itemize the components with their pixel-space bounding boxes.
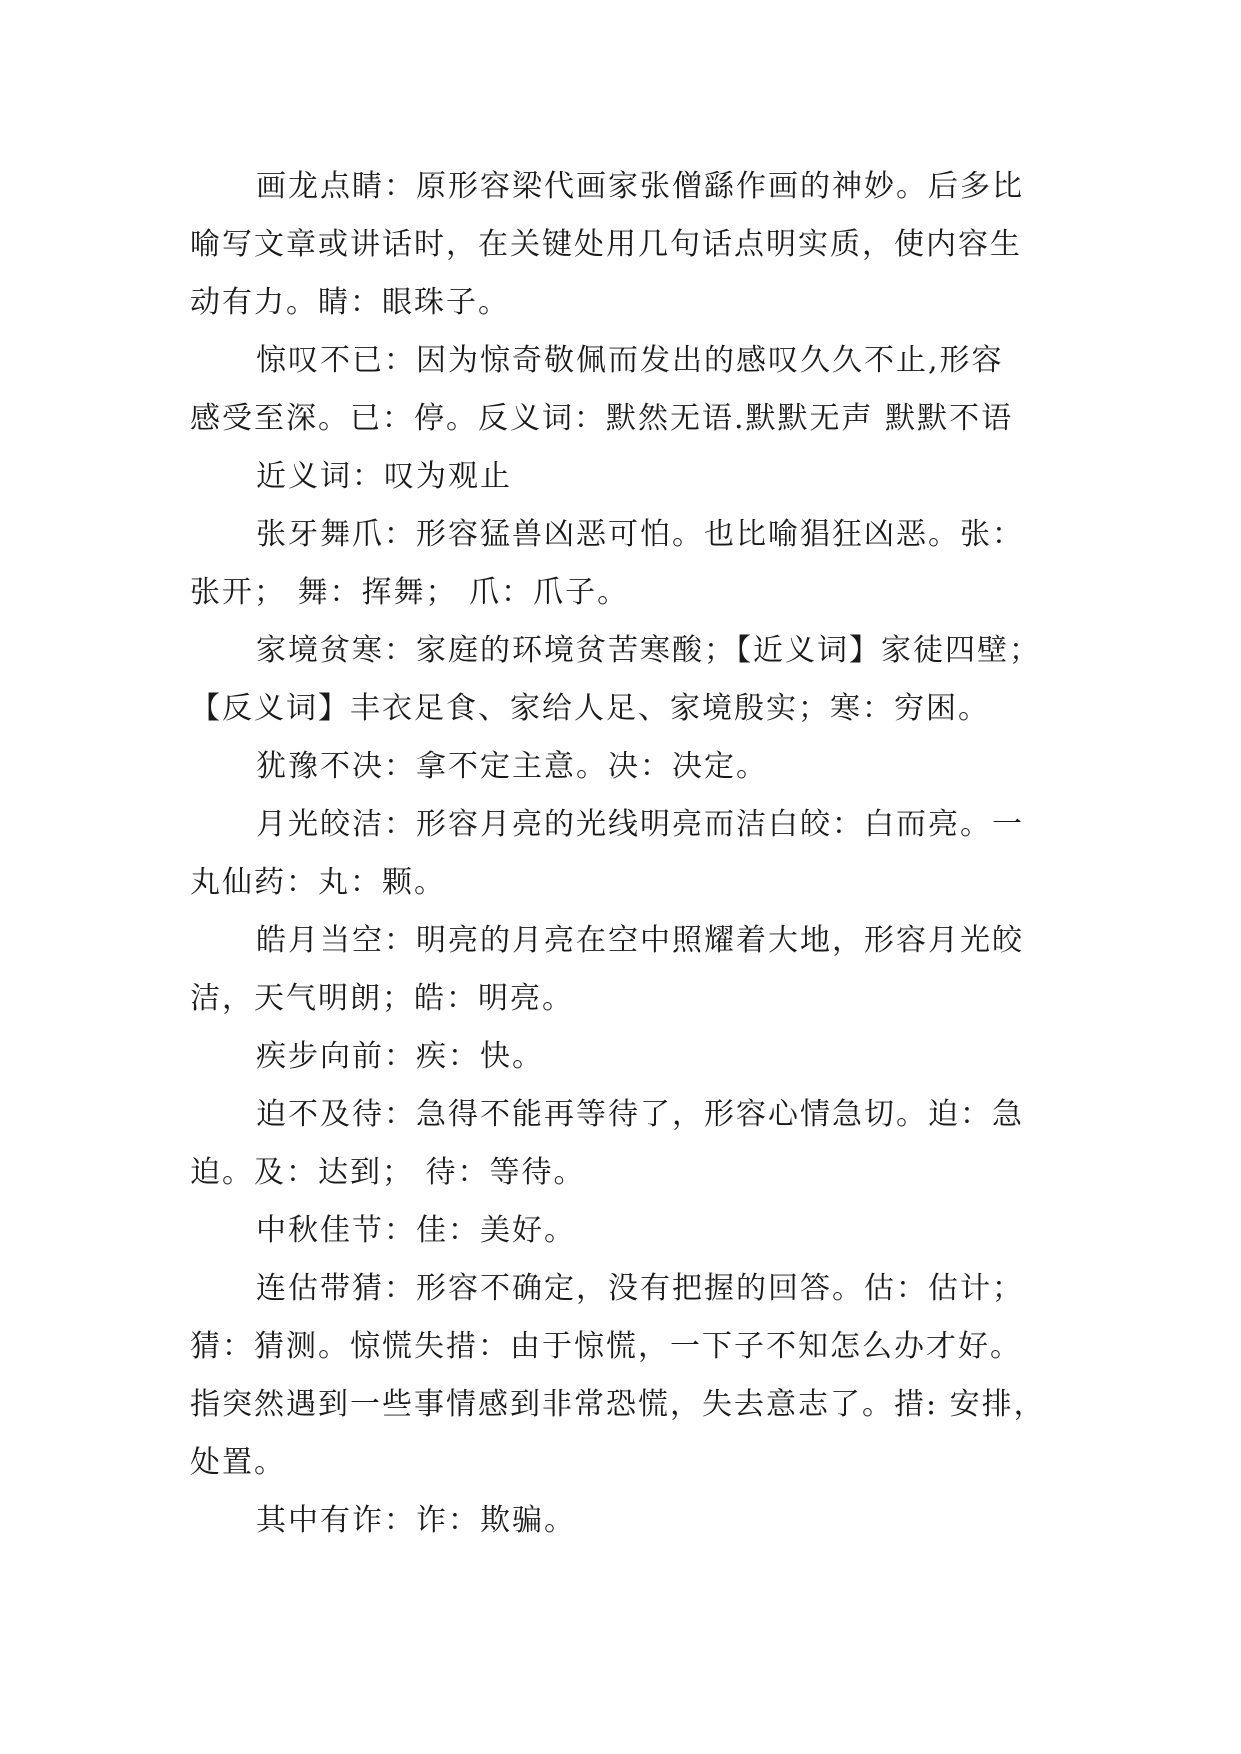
text-line: 皓月当空：明亮的月亮在空中照耀着大地，形容月光皎 xyxy=(256,923,1024,958)
text-line: 指突然遇到一些事情感到非常恐慌，失去意志了。措: 安排， xyxy=(190,1387,1046,1422)
text-line: 连估带猜：形容不确定，没有把握的回答。估：估计； xyxy=(256,1271,1024,1306)
text-line: 感受至深。已：停。反义词：默然无语.默默无声 默默不语 xyxy=(190,401,1014,436)
text-line: 洁，天气明朗；皓：明亮。 xyxy=(190,981,574,1016)
text-line: 丸仙药：丸：颗。 xyxy=(190,865,446,900)
text-line: 动有力。睛：眼珠子。 xyxy=(190,285,510,320)
text-line: 疾步向前：疾：快。 xyxy=(256,1039,544,1074)
text-line: 猜：猜测。惊慌失措：由于惊慌，一下子不知怎么办才好。 xyxy=(190,1329,1022,1364)
text-line: 近义词：叹为观止 xyxy=(256,459,512,494)
text-line: 【反义词】丰衣足食、家给人足、家境殷实；寒：穷困。 xyxy=(190,691,990,726)
text-line: 迫。及：达到； 待：等待。 xyxy=(190,1155,586,1190)
text-line: 犹豫不决：拿不定主意。决：决定。 xyxy=(256,749,768,784)
text-line: 惊叹不已：因为惊奇敬佩而发出的感叹久久不止,形容 xyxy=(256,343,1004,378)
text-line: 其中有诈：诈：欺骗。 xyxy=(256,1503,576,1538)
text-line: 喻写文章或讲话时，在关键处用几句话点明实质，使内容生 xyxy=(190,227,1022,262)
text-line: 张开； 舞：挥舞； 爪：爪子。 xyxy=(190,575,630,610)
text-line: 家境贫寒：家庭的环境贫苦寒酸；【近义词】家徒四壁； xyxy=(256,633,1041,668)
text-line: 画龙点睛：原形容梁代画家张僧繇作画的神妙。后多比 xyxy=(256,169,1024,204)
text-line: 处置。 xyxy=(190,1445,286,1480)
document-body xyxy=(190,158,1070,1550)
text-line: 迫不及待：急得不能再等待了，形容心情急切。迫：急 xyxy=(256,1097,1024,1132)
text-line: 张牙舞爪：形容猛兽凶恶可怕。也比喻猖狂凶恶。张： xyxy=(256,517,1024,552)
text-line: 中秋佳节：佳：美好。 xyxy=(256,1213,576,1248)
text-line: 月光皎洁：形容月亮的光线明亮而洁白皎：白而亮。一 xyxy=(256,807,1024,842)
